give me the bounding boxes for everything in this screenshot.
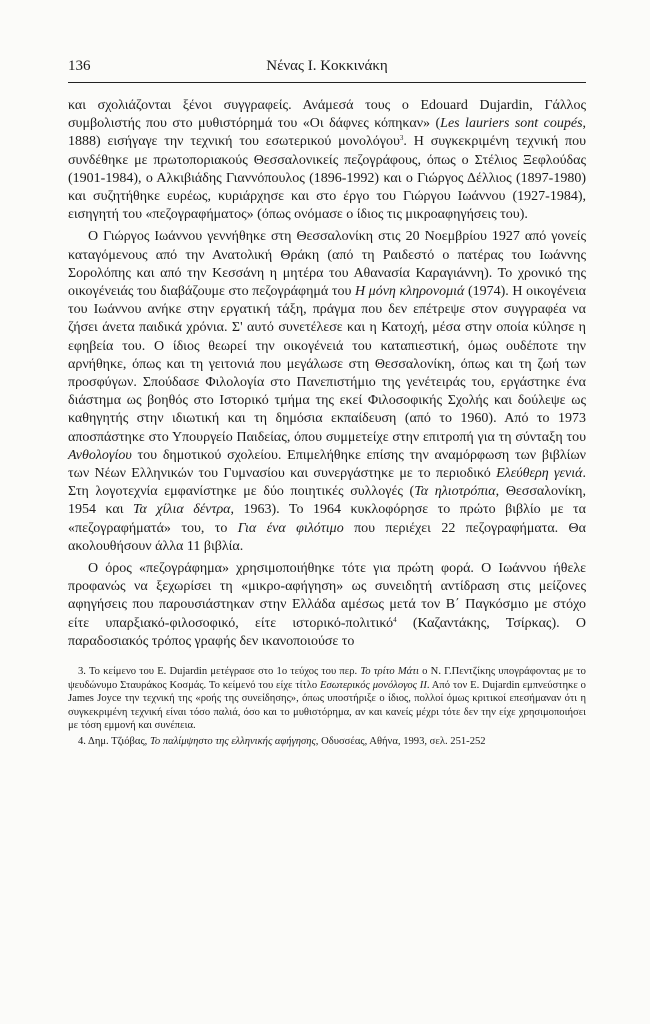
italic-title: Η μόνη κληρονομιά (354, 284, 465, 300)
text-run: Ο όρος «πεζογράφημα» χρησιμοποιήθηκε τότε για πρώτη φορά. Ο Ιωάννου ήθελε προφανώς να ξεχωρίσει τη «μικρο-αφήγηση» ως συνειδητή αντίδραση στις μείζονες αφηγήσεις που παρουσιάστηκαν στην Ελλάδα αμέσως μετά τον Β΄ Παγκόσμιο με στόχο είτε υπαρξιακό-φιλοσοφικό, είτε ιστορικό-πολιτικό (68, 561, 586, 631)
text-run: . Στη λογοτεχνία εμφανίστηκε με δύο ποιητικές συλλογές ( (68, 466, 586, 500)
header-rule (68, 82, 586, 83)
text-run: (1974). Η οικογένεια του Ιωάννου ανήκε στην εργατική τάξη, πράγμα που δεν επέτρεψε στον συγγραφέα να ζήσει άνετα παιδικά χρόνια. Σ' αυτό συνετέλεσε και η Κατοχή, μέσα στην οποία κύλησε η εφηβεία του. Ο ίδιος θεωρεί την οικογένειά του καταπιεστική, όμως ουδέποτε την αρνήθηκε, όπως και τη γειτονιά που μεγάλωσε στη Θεσσαλονίκη, όπως και τη ζωή των προσφύγων. Σπούδασε Φιλολογία στο Πανεπιστήμιο της γενέτειράς του, εργάστηκε ένα διάστημα ως βοηθός στο Ιστορικό τμήμα της εκεί Φιλοσοφικής Σχολής και δούλεψε ως καθηγητής στην ιδιωτική και τη δημόσια εκπαίδευση (από το 1960). Από το 1973 αποσπάστηκε στο Υπουργείο Παιδείας, όπου συμμετείχε στην επιτροπή για τη σύνταξη του (68, 284, 586, 445)
italic-title: Το τρίτο Μάτι (360, 666, 419, 678)
footnotes (68, 665, 586, 749)
paragraph-2 (68, 228, 586, 556)
running-head: Νένας Ι. Κοκκινάκη (266, 58, 388, 74)
footnote-3 (68, 665, 586, 733)
text-run: Ο Γιώργος Ιωάννου γεννήθηκε στη Θεσσαλονίκη στις 20 Νοεμβρίου 1927 από γονείς καταγόμενους από την Ανατολική Θράκη (από τη Ραιδεστό ο πατέρας του Ιωάννης Σορολόπης και από την Κεσσάνη η μητέρα του Αθανασία Καραγιάννη). Το χρονικό της οικογένειάς του διαβάζουμε στο πεζογράφημά του (68, 229, 586, 300)
italic-title: Ανθολογίου (68, 447, 132, 463)
text-run: . Η συγκεκριμένη τεχνική που συνδέθηκε με πρωτοποριακούς Θεσσαλονικείς πεζογράφους, όπως ο Στέλιος Ξεφλούδας (1901-1984), ο Αλκιβιάδης Γιαννόπουλος (1896-1992) και ο Γιώργος Δέλλιος (1897-1980) και συζητήθηκε ευρέως, κυριάρχησε και στο έργο του Γιώργου Ιωάννου (1927-1984), εισηγητή του «πεζογραφήματος» (όπως ονόμασε ο ίδιος τις μικροαφηγήσεις του). (68, 134, 587, 223)
italic-title: Εσωτερικός μονόλογος ΙΙ (320, 679, 427, 691)
italic-title: Για ένα φιλότιμο (237, 520, 344, 536)
text-run: που περιέχει 22 πεζογραφήματα. Θα ακολουθήσουν άλλα 11 βιβλία. (68, 520, 586, 554)
text-run: , Θεσσαλονίκη, 1954 και (68, 484, 587, 518)
paragraph-1 (68, 97, 586, 224)
text-run: . Από τον E. Dujardin εμπνεύστηκε ο James Joyce την τεχνική της «ροής της συνείδησης», όπως υποστήριξε ο ίδιος, πολλοί όμως κριτικοί επεσήμαναν ότι η συγκεκριμένη τεχνική είναι τόσο παλιά, όσο και το μυθιστόρημα, αν και κανείς μέχρι τότε δεν την είχε χρησιμοποιήσει με τόση εμμονή και συνέπεια. (68, 679, 586, 732)
text-run: ο Ν. Γ.Πεντζίκης υπογράφοντας με το ψευδώνυμο Σταυράκος Κοσμάς. Το κείμενό του είχε τίτλο (68, 666, 586, 691)
main-text (68, 97, 586, 651)
italic-title: Τα ηλιοτρόπια (414, 484, 496, 500)
book-page (68, 58, 586, 751)
italic-title: Το παλίμψηστο της ελληνικής αφήγησης (149, 736, 316, 748)
page-header (68, 58, 586, 80)
italic-title: Ελεύθερη γενιά (496, 466, 583, 482)
footnote-ref-3[interactable]: 3 (399, 134, 404, 143)
text-run: και σχολιάζονται ξένοι συγγραφείς. Ανάμεσά τους ο Edouard Dujardin, Γάλλος συμβολιστής που στο μυθιστόρημά του «Οι δάφνες κόπηκαν» ( (68, 98, 586, 132)
footnote-ref-4[interactable]: 4 (393, 615, 397, 624)
page-number: 136 (68, 58, 91, 74)
footnote-4 (68, 735, 586, 749)
text-run: (Καζαντάκης, Τσίρκας). Ο παραδοσιακός τρόπος γραφής δεν ικανοποιούσε το (68, 615, 586, 649)
paragraph-3 (68, 560, 586, 651)
italic-title: Les lauriers sont coupés (440, 116, 583, 132)
text-run: , Οδυσσέας, Αθήνα, 1993, σελ. 251-252 (315, 736, 486, 748)
text-run: , 1888) εισήγαγε την τεχνική του εσωτερικού μονολόγου (68, 116, 587, 150)
text-run: 4. Δημ. Τζιόβας, (78, 736, 150, 748)
italic-title: Τα χίλια δέντρα (133, 502, 231, 518)
text-run: , 1963). Το 1964 κυκλοφόρησε το πρώτο βιβλίο με τα «πεζογραφήματά» του, το (68, 502, 586, 536)
text-run: του δημοτικού σχολείου. Επιμελήθηκε επίσης την αναμόρφωση των βιβλίων των Νέων Ελληνικών του Γυμνασίου και συνεργάστηκε με το περιοδικό (68, 447, 586, 482)
text-run: 3. Το κείμενο του E. Dujardin μετέγρασε στο 1ο τεύχος του περ. (78, 666, 361, 678)
